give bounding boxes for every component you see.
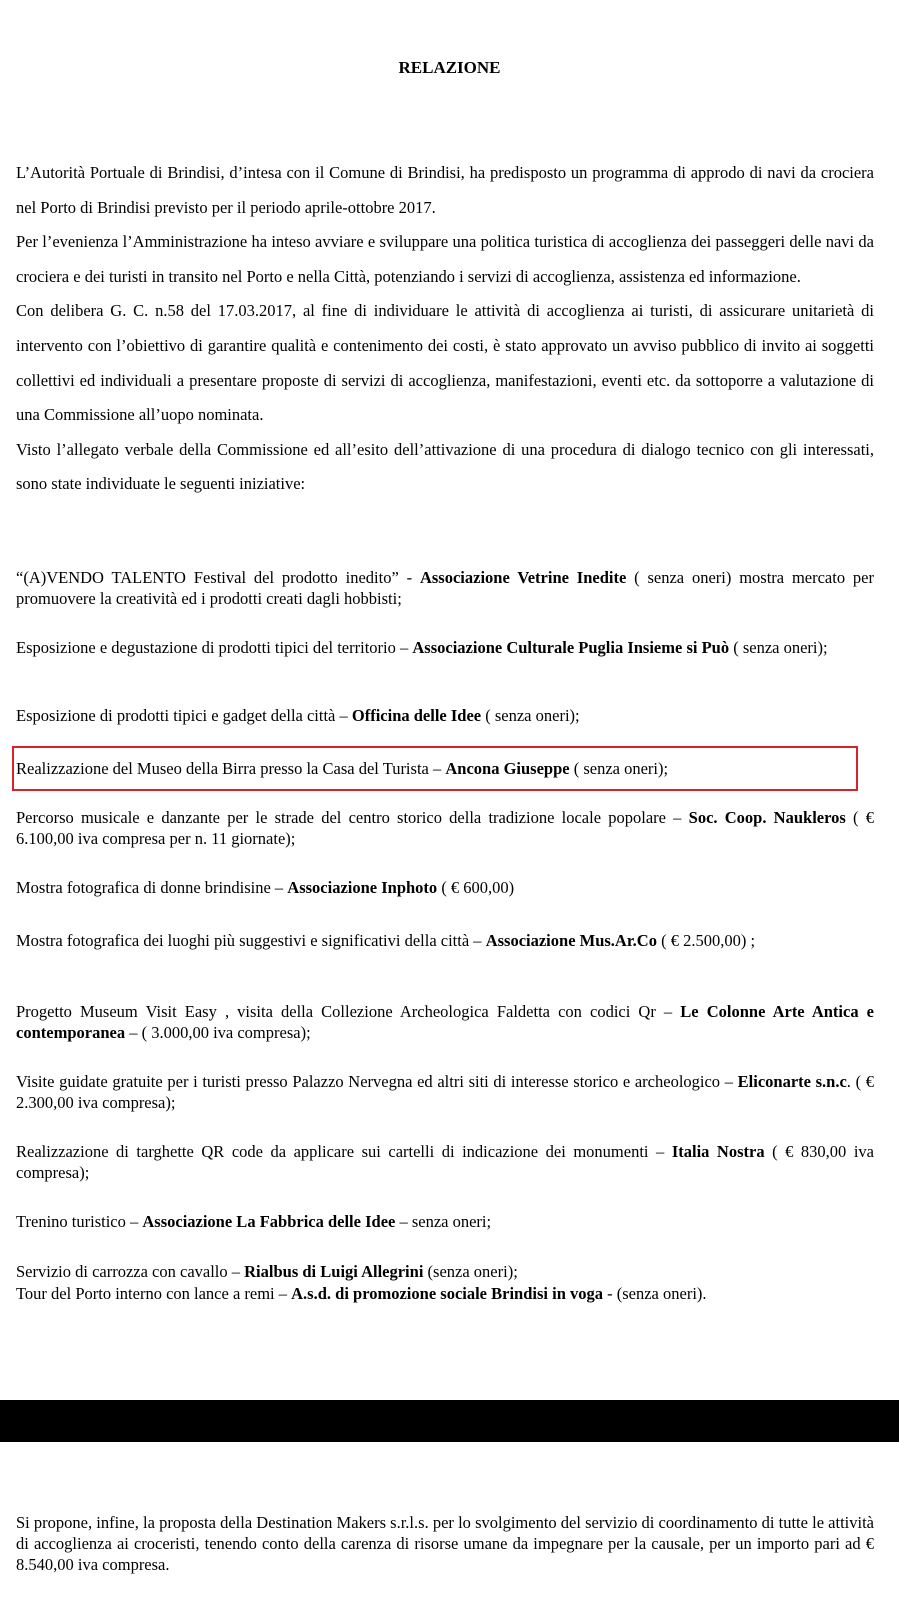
initiative-organizer: Le Colonne Arte Antica e contemporanea bbox=[16, 1002, 874, 1042]
intro-paragraph: L’Autorità Portuale di Brindisi, d’intesa con il Comune di Brindisi, ha predisposto un programma di approdo di navi da crociera nel Porto di Brindisi previsto per il periodo aprile-ottobre 2017. bbox=[16, 163, 874, 217]
initiative-organizer: Associazione Vetrine Inedite bbox=[419, 568, 627, 587]
initiative-organizer: Associazione La Fabbrica delle Idee bbox=[142, 1212, 396, 1231]
intro-section bbox=[16, 156, 874, 502]
document-title: RELAZIONE bbox=[398, 58, 501, 77]
intro-paragraph: Con delibera G. C. n.58 del 17.03.2017, al fine di individuare le attività di accoglienza ai turisti, di assicurare unitarietà di intervento con l’obiettivo di garantire qualità e contenimento dei costi, è stato approvato un avviso pubblico di invito ai soggetti collettivi ed individuali a presentare proposte di servizi di accoglienza, manifestazioni, eventi etc. da sottoporre a valutazione di una Commissione all’uopo nominata. bbox=[16, 301, 874, 425]
initiative-item: Mostra fotografica di donne brindisine – Associazione Inphoto ( € 600,00) bbox=[16, 878, 515, 897]
intro-paragraph: Per l’evenienza l’Amministrazione ha inteso avviare e sviluppare una politica turistica di accoglienza dei passeggeri delle navi da crociera e dei turisti in transito nel Porto e nella Città, potenziando i servizi di accoglienza, assistenza ed informazione. bbox=[16, 232, 874, 286]
initiative-organizer: Eliconarte s.n.c bbox=[737, 1072, 847, 1091]
redaction-bar bbox=[0, 1400, 899, 1442]
initiative-item: Progetto Museum Visit Easy , visita della Collezione Archeologica Faldetta con codici Qr – Le Colonne Arte Antica e contemporanea – ( 3.000,00 iva compresa); bbox=[16, 1002, 874, 1042]
initiative-organizer: Associazione Inphoto bbox=[287, 878, 438, 897]
initiative-organizer: Associazione Mus.Ar.Co bbox=[485, 931, 657, 950]
initiative-item: Percorso musicale e danzante per le strade del centro storico della tradizione locale popolare – Soc. Coop. Naukleros ( € 6.100,00 iva compresa per n. 11 giornate); bbox=[16, 808, 874, 848]
initiative-organizer: Officina delle Idee bbox=[351, 706, 482, 725]
initiative-organizer: Italia Nostra bbox=[671, 1142, 765, 1161]
initiative-organizer: Associazione Culturale Puglia Insieme si Può bbox=[412, 638, 730, 657]
initiative-item: Esposizione e degustazione di prodotti tipici del territorio – Associazione Culturale Puglia Insieme si Può ( senza oneri); bbox=[16, 638, 828, 657]
initiative-organizer: Ancona Giuseppe bbox=[445, 759, 570, 778]
initiative-item: Visite guidate gratuite per i turisti presso Palazzo Nervegna ed altri siti di interesse storico e archeologico – Eliconarte s.n.c. ( € 2.300,00 iva compresa); bbox=[16, 1072, 874, 1112]
initiative-item: Esposizione di prodotti tipici e gadget della città – Officina delle Idee ( senza oneri); bbox=[16, 706, 580, 725]
initiative-organizer: Soc. Coop. Naukleros bbox=[688, 808, 846, 827]
initiative-item-highlighted: Realizzazione del Museo della Birra presso la Casa del Turista – Ancona Giuseppe ( senza oneri); bbox=[16, 759, 669, 778]
initiative-organizer: A.s.d. di promozione sociale Brindisi in voga bbox=[291, 1284, 603, 1303]
initiative-item: “(A)VENDO TALENTO Festival del prodotto inedito” - Associazione Vetrine Inedite ( senza oneri) mostra mercato per promuovere la creatività ed i prodotti creati dagli hobbisti; bbox=[16, 568, 874, 608]
initiative-item: Mostra fotografica dei luoghi più suggestivi e significativi della città – Associazione Mus.Ar.Co ( € 2.500,00) ; bbox=[16, 931, 756, 950]
initiative-organizer: Rialbus di Luigi Allegrini bbox=[244, 1262, 424, 1281]
initiative-item: Servizio di carrozza con cavallo – Rialbus di Luigi Allegrini (senza oneri); bbox=[16, 1262, 518, 1281]
initiative-item: Realizzazione di targhette QR code da applicare sui cartelli di indicazione dei monumenti – Italia Nostra ( € 830,00 iva compresa); bbox=[16, 1142, 874, 1182]
final-paragraph: Si propone, infine, la proposta della Destination Makers s.r.l.s. per lo svolgimento del servizio di coordinamento di tutte le attività di accoglienza ai croceristi, tenendo conto della carenza di risorse umane da impegnare per la causale, per un importo pari ad € 8.540,00 iva compresa. bbox=[16, 1513, 874, 1574]
initiative-item: Trenino turistico – Associazione La Fabbrica delle Idee – senza oneri; bbox=[16, 1212, 492, 1231]
intro-paragraph: Visto l’allegato verbale della Commissione ed all’esito dell’attivazione di una procedura di dialogo tecnico con gli interessati, sono state individuate le seguenti iniziative: bbox=[16, 439, 874, 494]
initiative-item: Tour del Porto interno con lance a remi – A.s.d. di promozione sociale Brindisi in voga - (senza oneri). bbox=[16, 1284, 707, 1303]
